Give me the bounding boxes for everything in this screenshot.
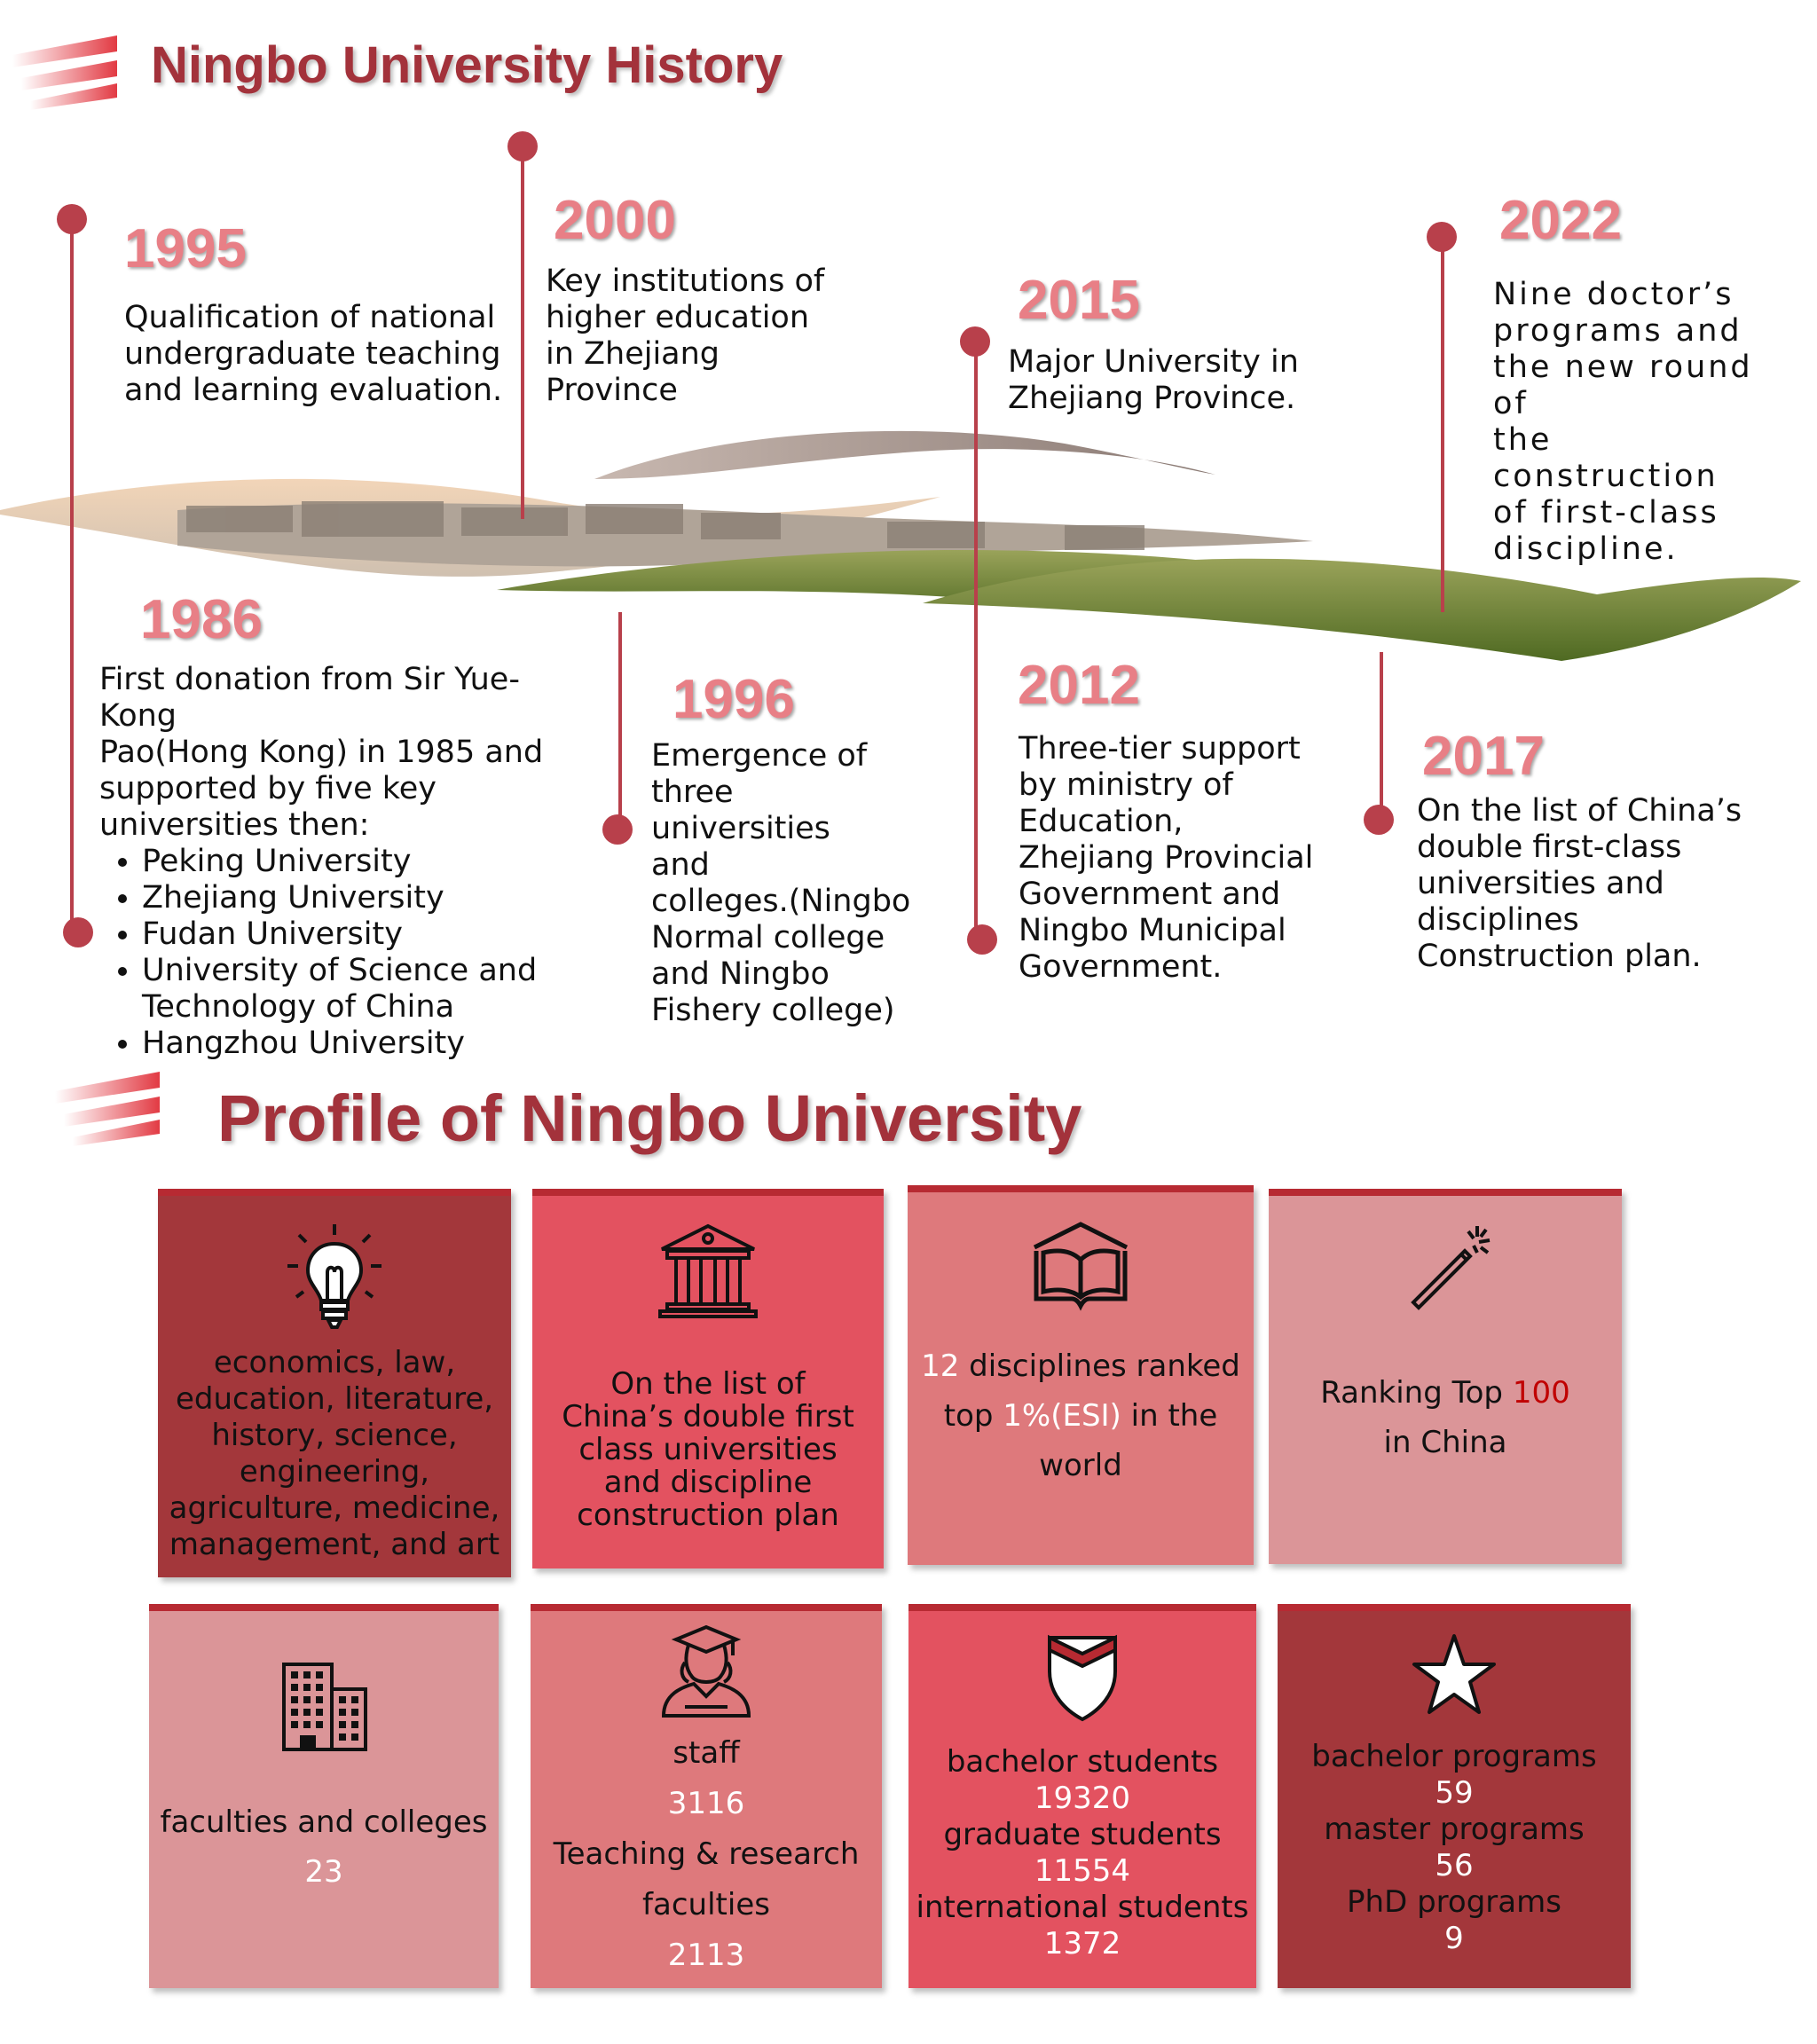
faculties-text: faculties and colleges 23 xyxy=(160,1797,487,1897)
timeline-line-1995 xyxy=(70,216,74,925)
event-2015-text: Major University in Zhejiang Province. xyxy=(1008,344,1299,416)
esi-ranking-text: 12 disciplines ranked top 1%(ESI) in the world xyxy=(921,1348,1240,1483)
star-icon xyxy=(1410,1631,1498,1719)
list-item: • Peking University xyxy=(142,844,596,880)
year-1986: 1986 xyxy=(140,589,263,650)
students-text: bachelor students 19320 graduate students 11554 international students 1372 xyxy=(916,1744,1249,1961)
programs-card xyxy=(1278,1604,1631,1988)
esi-disciplines-count: 12 xyxy=(921,1348,960,1384)
timeline-dot-2012 xyxy=(967,924,997,955)
office-building-icon xyxy=(275,1655,373,1753)
timeline-line-2022 xyxy=(1441,235,1444,612)
timeline-dot-1986 xyxy=(63,917,93,947)
faculties-card xyxy=(149,1604,499,1988)
esi-percent: 1%(ESI) xyxy=(1003,1398,1121,1434)
phd-programs-count: 9 xyxy=(1444,1921,1464,1956)
university-building-icon xyxy=(655,1217,761,1322)
year-2015: 2015 xyxy=(1018,270,1140,331)
year-1995: 1995 xyxy=(124,218,247,279)
programs-text: bachelor programs 59 master programs 56 PhD programs 9 xyxy=(1311,1739,1597,1956)
lightbulb-icon xyxy=(277,1217,392,1333)
shield-icon xyxy=(1042,1627,1122,1725)
staff-count: 3116 xyxy=(667,1786,745,1821)
timeline-line-2015 xyxy=(974,342,978,940)
brand-stripes-icon xyxy=(55,1068,161,1146)
bachelor-programs-count: 59 xyxy=(1435,1775,1474,1811)
profile-title: Profile of Ningbo University xyxy=(217,1081,1082,1155)
open-book-icon xyxy=(1027,1214,1134,1311)
year-2000: 2000 xyxy=(554,190,676,251)
event-2017-text: On the list of China’s double first-class universities and disciplines Construction plan. xyxy=(1417,793,1742,974)
double-first-class-card xyxy=(532,1189,884,1568)
event-2022-text: Nine doctor’s programs and the new round of the construction of first-class discipline. xyxy=(1493,277,1753,567)
list-item: • Fudan University xyxy=(142,916,596,953)
event-1996-text: Emergence of three universities and colleges.(Ningbo Normal college and Ningbo Fishery college) xyxy=(651,738,911,1028)
graduate-students-count: 11554 xyxy=(1034,1853,1131,1889)
timeline-dot-1995 xyxy=(57,204,87,234)
disciplines-text: economics, law, education, literature, history, science, engineering, agriculture, medicine, management, and art xyxy=(169,1345,500,1562)
timeline-dot-2000 xyxy=(507,131,538,161)
founding-universities-list xyxy=(99,844,596,1062)
staff-card xyxy=(531,1604,882,1988)
national-ranking-card xyxy=(1269,1189,1622,1564)
timeline-line-2000 xyxy=(521,146,524,519)
double-first-class-text: On the list of China’s double first class universities and discipline construction plan xyxy=(562,1366,854,1533)
esi-ranking-card xyxy=(908,1185,1254,1565)
list-item: • Hangzhou University xyxy=(142,1026,596,1062)
list-item: • University of Science and Technology of China xyxy=(142,953,596,1026)
history-title: Ningbo University History xyxy=(151,36,783,94)
brand-stripes-icon xyxy=(12,32,119,110)
faculty-count: 2113 xyxy=(667,1938,745,1973)
timeline-line-2017 xyxy=(1380,652,1383,821)
graduate-icon xyxy=(653,1622,759,1719)
timeline-line-1996 xyxy=(618,612,622,825)
timeline-dot-2017 xyxy=(1364,805,1394,835)
master-programs-count: 56 xyxy=(1435,1848,1474,1883)
faculties-count: 23 xyxy=(304,1854,343,1890)
staff-text: staff 3116 Teaching & research faculties 2113 xyxy=(554,1728,860,1981)
year-2022: 2022 xyxy=(1499,190,1622,251)
event-2012-text: Three-tier support by ministry of Education, Zhejiang Provincial Government and Ningbo Municipal Government. xyxy=(1019,731,1314,985)
year-1996: 1996 xyxy=(673,669,795,730)
international-students-count: 1372 xyxy=(1043,1926,1121,1961)
bachelor-students-count: 19320 xyxy=(1034,1781,1131,1816)
year-2012: 2012 xyxy=(1018,655,1140,716)
year-2017: 2017 xyxy=(1422,726,1545,787)
disciplines-card xyxy=(158,1189,511,1577)
timeline-dot-1996 xyxy=(602,814,633,845)
magic-wand-icon xyxy=(1392,1217,1498,1315)
timeline-dot-2015 xyxy=(960,326,990,357)
event-2000-text: Key institutions of higher education in Zhejiang Province xyxy=(546,263,825,408)
timeline-dot-2022 xyxy=(1427,222,1457,252)
ranking-value: 100 xyxy=(1512,1375,1570,1411)
event-1995-text: Qualification of national undergraduate teaching and learning evaluation. xyxy=(124,300,503,408)
event-1986-text: First donation from Sir Yue-Kong Pao(Hong Kong) in 1985 and supported by five key universities then: • Peking University • Zhejiang University • Fudan University • University of Science and Technology of China • Hangzhou University xyxy=(99,662,596,1062)
students-card xyxy=(908,1604,1256,1988)
list-item: • Zhejiang University xyxy=(142,880,596,916)
national-ranking-text: Ranking Top 100 in China xyxy=(1320,1375,1570,1460)
